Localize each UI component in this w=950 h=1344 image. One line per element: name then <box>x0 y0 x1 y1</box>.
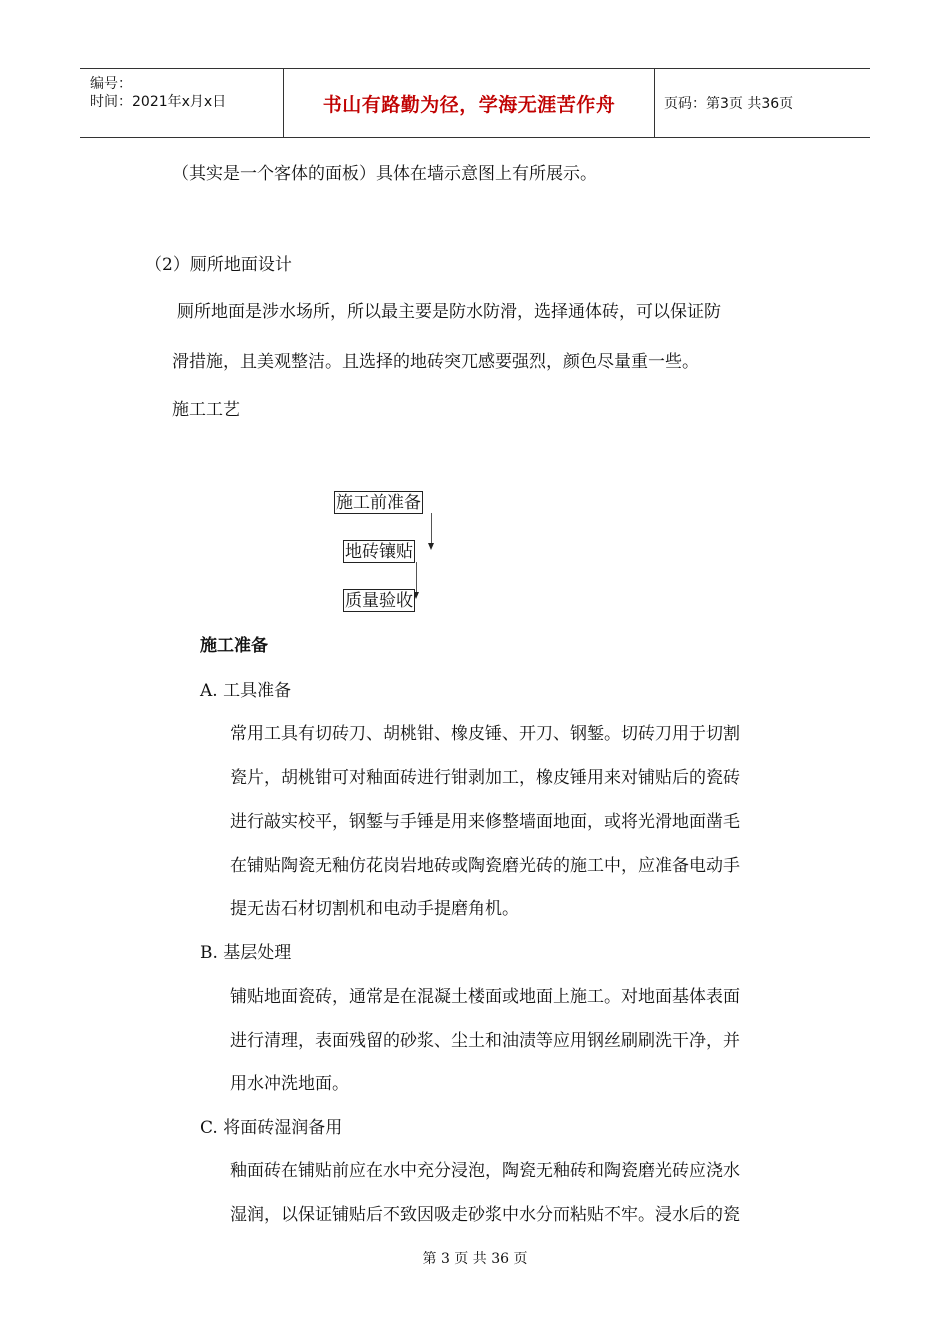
doc-code-label: 编号： <box>90 76 132 92</box>
section-2-title: （2）厕所地面设计 <box>145 255 292 275</box>
flow-connector <box>431 513 432 543</box>
header-left-cell <box>80 69 283 137</box>
item-a-line: 在铺贴陶瓷无釉仿花岗岩地砖或陶瓷磨光砖的施工中，应准备电动手 <box>230 856 740 876</box>
header-middle-cell <box>283 69 655 137</box>
item-a-line: 提无齿石材切割机和电动手提磨角机。 <box>230 899 519 919</box>
item-c-title: C. 将面砖湿润备用 <box>200 1118 343 1138</box>
item-c-line: 湿润，以保证铺贴后不致因吸走砂浆中水分而粘贴不牢。浸水后的瓷 <box>230 1205 740 1225</box>
flow-connector <box>416 562 417 592</box>
section-2-para-line-2: 滑措施，且美观整洁。且选择的地砖突兀感要强烈，颜色尽量重一些。 <box>172 352 699 372</box>
header-right-cell <box>654 69 880 137</box>
page-header <box>80 68 870 138</box>
item-b-line: 进行清理，表面残留的砂浆、尘土和油渍等应用钢丝刷刷洗干净，并 <box>230 1031 740 1051</box>
flow-arrow-icon <box>428 543 434 550</box>
intro-line: （其实是一个客体的面板）具体在墙示意图上有所展示。 <box>172 164 597 184</box>
item-a-title: A. 工具准备 <box>200 681 292 701</box>
doc-date-label: 时间：2021年x月x日 <box>90 94 227 110</box>
flow-step-inspection: 质量验收 <box>345 591 413 611</box>
header-page-info: 页码：第3页 共36页 <box>664 96 794 112</box>
item-b-line: 用水冲洗地面。 <box>230 1074 349 1094</box>
item-b-title: B. 基层处理 <box>200 943 292 963</box>
item-a-line: 进行敲实校平，钢錾与手锤是用来修整墙面地面，或将光滑地面凿毛 <box>230 812 740 832</box>
item-a-line: 常用工具有切砖刀、胡桃钳、橡皮锤、开刀、钢錾。切砖刀用于切割 <box>230 724 740 744</box>
process-label: 施工工艺 <box>172 400 240 420</box>
item-c-line: 釉面砖在铺贴前应在水中充分浸泡，陶瓷无釉砖和陶瓷磨光砖应浇水 <box>230 1161 740 1181</box>
section-2-para-line-1: 厕所地面是涉水场所，所以最主要是防水防滑，选择通体砖，可以保证防 <box>177 302 721 322</box>
prep-section-title: 施工准备 <box>200 636 268 656</box>
item-a-line: 瓷片，胡桃钳可对釉面砖进行钳剥加工，橡皮锤用来对铺贴后的瓷砖 <box>230 768 740 788</box>
header-motto: 书山有路勤为径，学海无涯苦作舟 <box>322 93 616 116</box>
page-footer: 第 3 页 共 36 页 <box>422 1251 528 1267</box>
flow-step-prep: 施工前准备 <box>336 493 421 513</box>
item-b-line: 铺贴地面瓷砖，通常是在混凝土楼面或地面上施工。对地面基体表面 <box>230 987 740 1007</box>
flow-step-tiling: 地砖镶贴 <box>345 542 413 562</box>
